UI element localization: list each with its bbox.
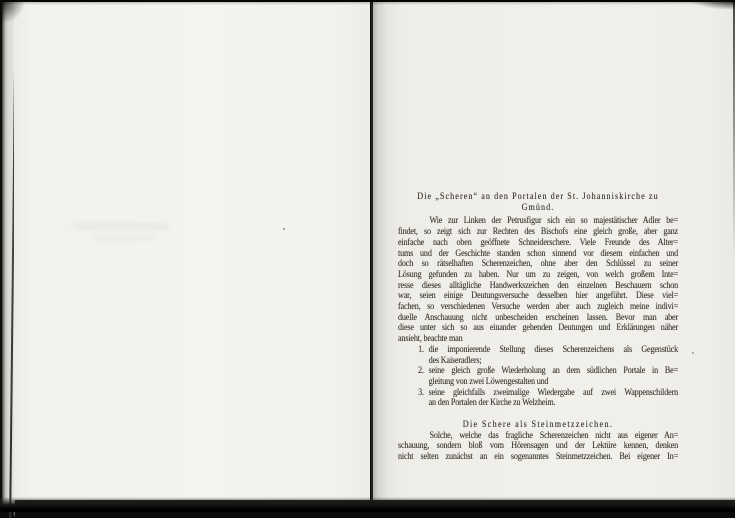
body-paragraph <box>398 216 678 344</box>
corner-smudge <box>0 0 28 26</box>
dust-speck <box>283 228 285 230</box>
text-line: Lösung gefunden zu haben. Nur um zu zeigen, von welch großem Inte= <box>398 269 678 280</box>
body-paragraph <box>398 431 678 463</box>
text-line: einfache nach oben geöffnete Schneiderschere. Viele Freunde des Alter= <box>398 237 678 248</box>
list-item-number: 1. <box>418 344 424 355</box>
text-line: duelle Anschauung nicht unbescheiden erscheinen lassen. Bevor man aber <box>398 312 678 323</box>
text-line: diese unter sich so aus einander gehenden Deutungen und Erklärungen näher <box>398 323 678 334</box>
chapter-heading <box>398 192 678 213</box>
heading-line: Gmünd. <box>521 202 555 213</box>
text-line: resse dieses alltägliche Handwerkszeichen den einzelnen Beschauern schon <box>398 280 678 291</box>
list-item <box>398 366 678 387</box>
list-item-number: 2. <box>418 366 424 377</box>
text-line: tums und der Geschichte standen schon sinnend vor diesem einfachen und <box>398 248 678 259</box>
text-line: gleitung von zwei Löwengestalten und <box>428 376 549 387</box>
dust-speck <box>692 352 694 354</box>
text-line: schauung, sondern bloß vom Hörensagen und der Lektüre kennen, denken <box>398 441 678 452</box>
text-block <box>398 192 678 463</box>
corner-smudge <box>689 0 735 10</box>
text-line: nicht selten zunächst an ein sogenanntes Steinmetzzeichen. Bei eigener In= <box>398 452 678 463</box>
text-line: Wie zur Linken der Petrusfigur sich ein so majestätischer Adler be= <box>429 216 678 227</box>
top-edge-shadow <box>0 2 735 5</box>
photo-bottom-border <box>0 497 735 512</box>
text-line: ansieht, beachte man <box>398 334 463 345</box>
text-line: war, seien einige Deutungsversuche desselben hier angeführt. Diese viel= <box>398 291 678 302</box>
ink-show-through <box>74 222 170 230</box>
text-line: seine gleichfalls zweimalige Wiedergabe auf zwei Wappenschildern <box>428 387 678 398</box>
numbered-list <box>398 345 678 409</box>
text-line: Solche, welche das fragliche Scherenzeichen nicht aus eigener An= <box>429 430 678 441</box>
list-item <box>398 345 678 366</box>
text-line: findet, so zeigt sich zur Rechten des Bischofs eine gleich große, aber ganz <box>398 227 678 238</box>
text-line: die imponierende Stellung dieses Scherenzeichens als Gegenstück <box>428 344 678 355</box>
text-line: fachen, so verschiedenen Versuche werden aber auch zugleich meine indivi= <box>398 302 678 313</box>
ink-show-through <box>92 234 156 241</box>
left-page-blank <box>14 2 370 500</box>
text-line: an den Portalen der Kirche zu Welzheim. <box>428 398 556 409</box>
list-item <box>398 388 678 409</box>
section-subheading: Die Schere als Steinmetzzeichen. <box>462 420 614 431</box>
text-line: seine gleich große Wiederholung an dem südlichen Portale in Be= <box>428 366 678 377</box>
heading-line: Die „Scheren“ an den Portalen der St. Johanniskirche zu <box>417 192 659 202</box>
text-line: des Kaiseradlers; <box>428 355 482 366</box>
text-line: doch so rätselhaften Scherenzeichen, ohne aber den Schlüssel zu seiner <box>398 259 678 270</box>
list-item-number: 3. <box>418 387 424 398</box>
